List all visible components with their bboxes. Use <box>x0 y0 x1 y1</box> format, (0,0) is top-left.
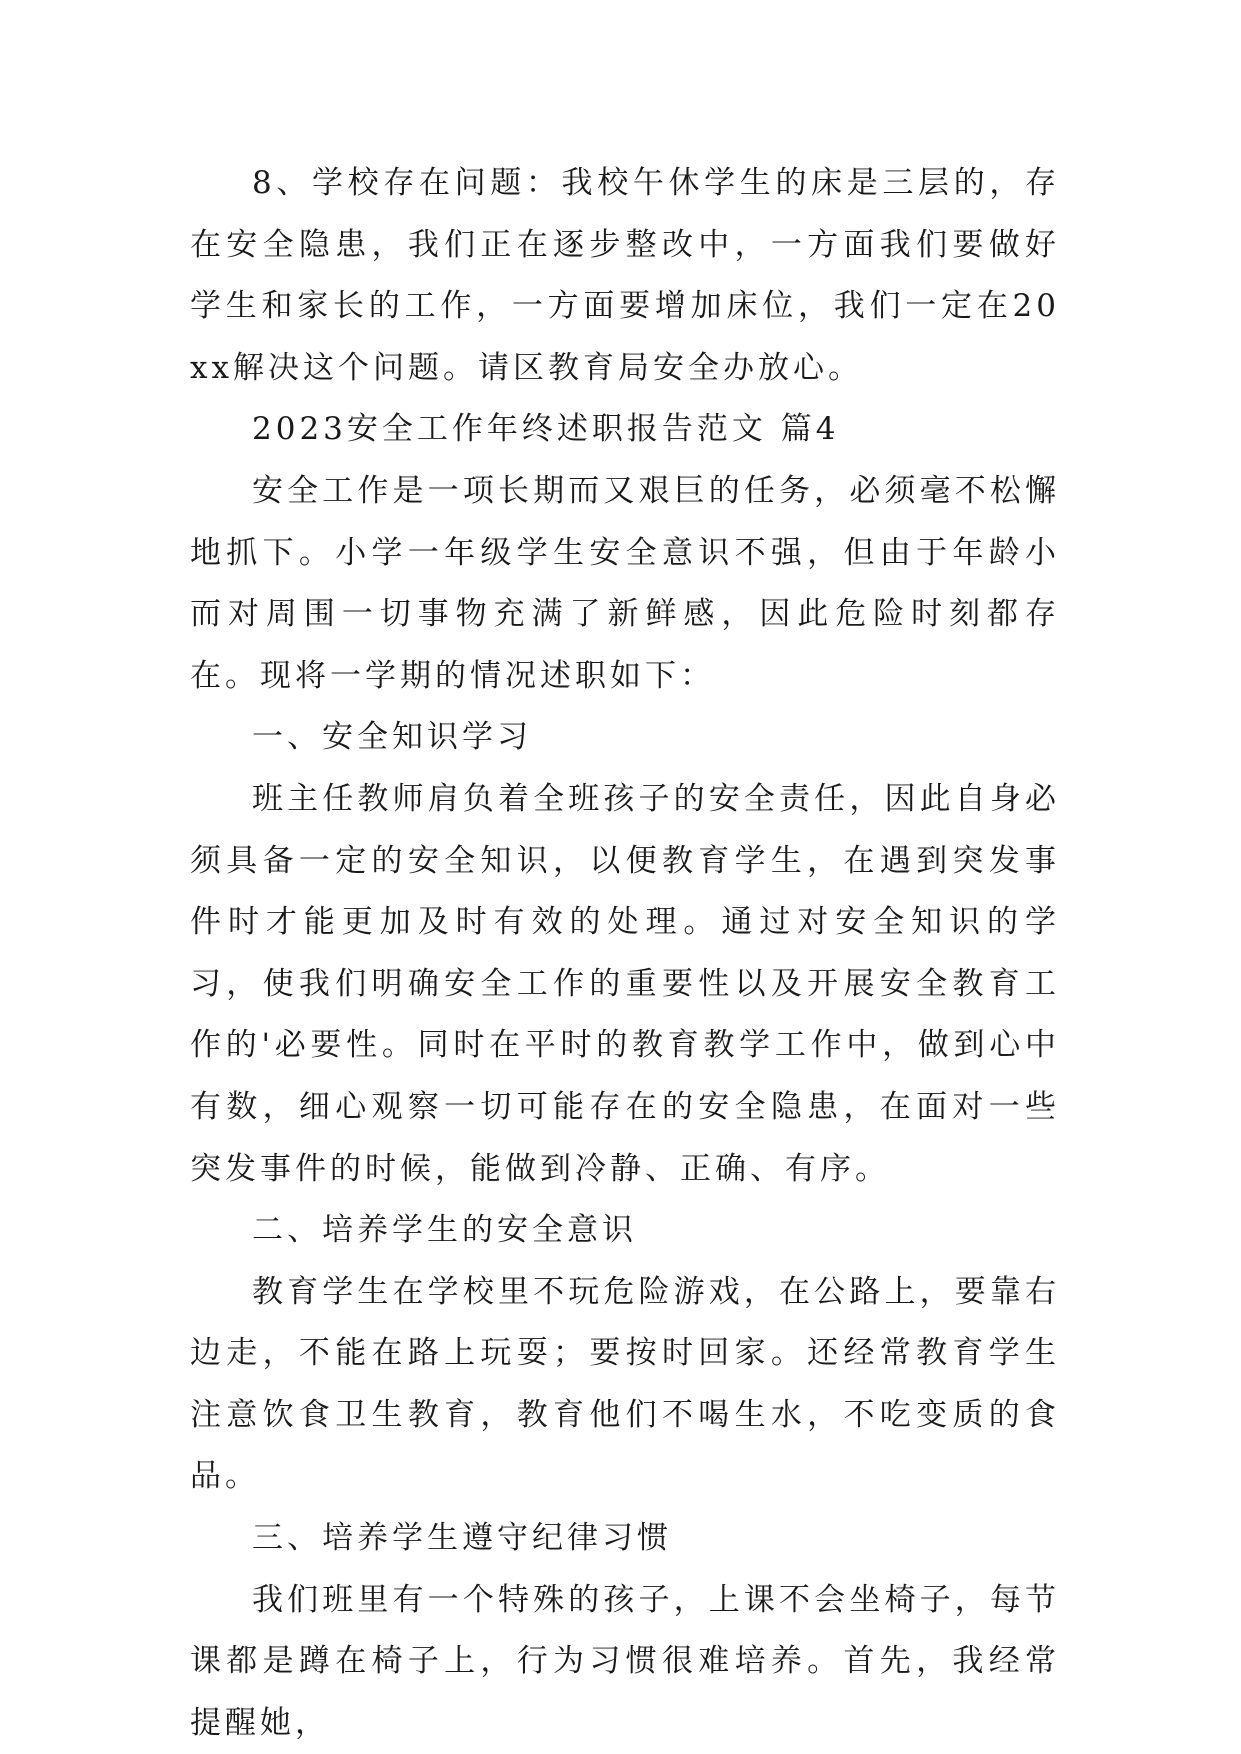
paragraph-safety-awareness: 教育学生在学校里不玩危险游戏，在公路上，要靠右边走，不能在路上玩耍；要按时回家。还经常教育学生注意饮食卫生教育，教育他们不喝生水，不吃变质的食品。 <box>190 1273 1060 1495</box>
paragraph-safety-knowledge: 班主任教师肩负着全班孩子的安全责任，因此自身必须具备一定的安全知识，以便教育学生，在遇到突发事件时才能更加及时有效的处理。通过对安全知识的学习，使我们明确安全工作的重要性以及开展安全教育工作的'必要性。同时在平时的教育教学工作中，做到心中有数，细心观察一切可能存在的安全隐患，在面对一些突发事件的时候，能做到冷静、正确、有序。 <box>190 780 1060 1187</box>
heading-discipline-habits: 三、培养学生遵守纪律习惯 <box>252 1520 672 1557</box>
heading-safety-awareness: 二、培养学生的安全意识 <box>252 1212 637 1249</box>
paragraph-discipline-habits: 我们班里有一个特殊的孩子，上课不会坐椅子，每节课都是蹲在椅子上，行为习惯很难培养。首先，我经常提醒她， <box>190 1581 1060 1741</box>
document-body <box>190 153 1060 1754</box>
paragraph-intro: 安全工作是一项长期而又艰巨的任务，必须毫不松懈地抓下。小学一年级学生安全意识不强，但由于年龄小而对周围一切事物充满了新鲜感，因此危险时刻都存在。现将一学期的情况述职如下： <box>190 472 1060 694</box>
section-title: 2023安全工作年终述职报告范文 篇4 <box>252 411 840 448</box>
paragraph-school-problem: 8、学校存在问题：我校午休学生的床是三层的，存在安全隐患，我们正在逐步整改中，一方面我们要做好学生和家长的工作，一方面要增加床位，我们一定在20xx解决这个问题。请区教育局安全办放心。 <box>190 165 1060 386</box>
heading-safety-knowledge: 一、安全知识学习 <box>252 719 532 756</box>
